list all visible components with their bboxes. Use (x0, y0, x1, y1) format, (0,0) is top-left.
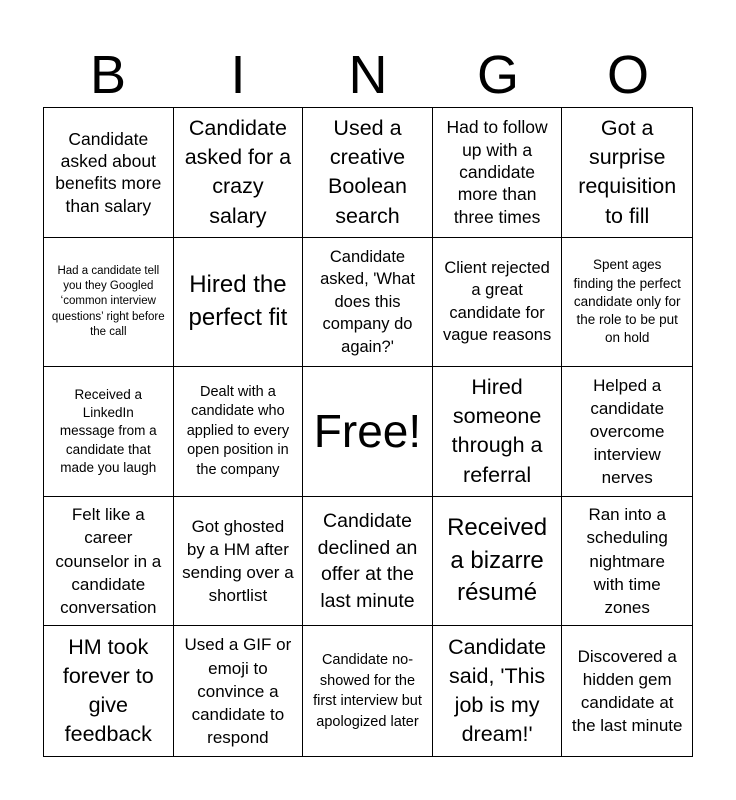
bingo-cell (174, 238, 304, 368)
cell-text: Spent ages finding the perfect candidate only for the role to be put on hold (573, 257, 681, 346)
bingo-cell (44, 108, 174, 238)
cell-text: Dealt with a candidate who applied to every open position in the company (186, 383, 290, 478)
free-space-label: Free! (313, 405, 422, 458)
cell-text: HM took forever to give feedback (62, 634, 154, 747)
bingo-cell (44, 626, 174, 756)
cell-text: Client rejected a great candidate for vague reasons (442, 259, 552, 345)
cell-text: Candidate asked for a crazy salary (184, 115, 292, 228)
bingo-cell (433, 626, 563, 756)
bingo-cell (562, 238, 692, 368)
bingo-cell (303, 626, 433, 756)
bingo-cell (562, 367, 692, 497)
bingo-cell (433, 367, 563, 497)
bingo-cell (303, 497, 433, 627)
cell-text: Got ghosted by a HM after sending over a shortlist (182, 516, 294, 606)
bingo-cell (174, 367, 304, 497)
bingo-header (43, 45, 693, 105)
header-letter-g: G (476, 45, 519, 105)
cell-text: Candidate no-showed for the first interview but apologized later (313, 652, 422, 730)
cell-text: Candidate declined an offer at the last minute (317, 510, 418, 612)
cell-text: Candidate said, 'This job is my dream!' (448, 634, 547, 747)
cell-text: Helped a candidate overcome interview nerves (589, 375, 665, 488)
header-letter-b: B (89, 45, 127, 105)
cell-text: Hired the perfect fit (188, 271, 288, 331)
bingo-cell (44, 367, 174, 497)
cell-text: Had to follow up with a candidate more than three times (446, 117, 548, 227)
cell-text: Got a surprise requisition to fill (578, 115, 677, 228)
cell-text: Felt like a career counselor in a candidate conversation (55, 505, 162, 617)
cell-text: Received a bizarre résumé (447, 514, 548, 607)
cell-text: Discovered a hidden gem candidate at the last minute (571, 646, 683, 736)
bingo-cell (44, 497, 174, 627)
bingo-cell (562, 108, 692, 238)
cell-text: Candidate asked about benefits more than salary (55, 128, 162, 216)
cell-text: Hired someone through a referral (451, 375, 543, 487)
cell-text: Used a creative Boolean search (328, 115, 407, 228)
bingo-cell (433, 238, 563, 368)
bingo-cell (433, 108, 563, 238)
bingo-cell (174, 626, 304, 756)
bingo-cell (562, 626, 692, 756)
cell-text: Received a LinkedIn message from a candidate that made you laugh (59, 386, 157, 475)
cell-text: Candidate asked, 'What does this company do again?' (320, 247, 415, 356)
bingo-board (43, 107, 693, 757)
header-letter-n: N (348, 45, 388, 105)
bingo-cell (562, 497, 692, 627)
cell-text: Used a GIF or emoji to convince a candidate to respond (184, 635, 292, 747)
header-letter-o: O (606, 45, 649, 105)
bingo-cell (174, 497, 304, 627)
bingo-cell (303, 108, 433, 238)
free-space (303, 367, 433, 497)
bingo-cell (303, 238, 433, 368)
bingo-cell (44, 238, 174, 368)
bingo-cell (174, 108, 304, 238)
cell-text: Ran into a scheduling nightmare with time zones (586, 505, 668, 617)
cell-text: Had a candidate tell you they Googled ‘common interview questions’ right before the call (51, 264, 165, 338)
header-letter-i: I (230, 45, 246, 105)
bingo-cell (433, 497, 563, 627)
